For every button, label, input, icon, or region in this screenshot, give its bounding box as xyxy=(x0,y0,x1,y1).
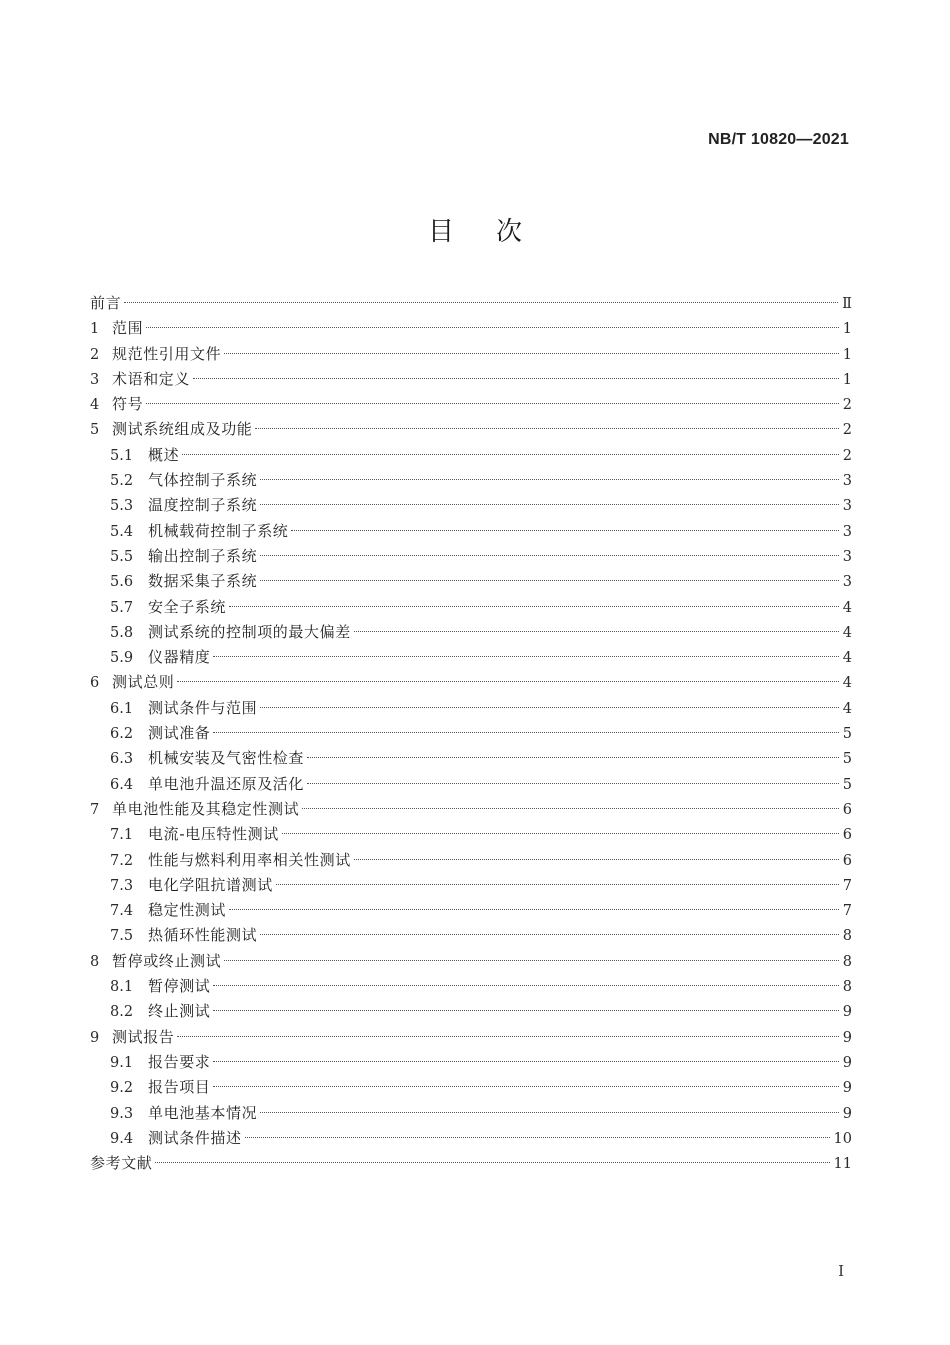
toc-entry[interactable] xyxy=(90,493,852,518)
toc-entry[interactable] xyxy=(90,645,852,670)
toc-entry-label: 测试准备 xyxy=(148,724,211,743)
toc-entry[interactable] xyxy=(90,367,852,392)
dot-leader xyxy=(282,833,839,834)
toc-entry[interactable] xyxy=(90,822,852,847)
toc-entry[interactable] xyxy=(90,620,852,645)
toc-entry-page: 1 xyxy=(842,371,852,388)
toc-entry-number: 5.1 xyxy=(110,447,134,464)
toc-entry-number: 5 xyxy=(90,422,100,439)
dot-leader xyxy=(354,631,839,632)
toc-entry-page: 9 xyxy=(842,1054,852,1071)
toc-entry[interactable] xyxy=(90,1050,852,1075)
toc-entry[interactable] xyxy=(90,443,852,468)
page-number: I xyxy=(838,1262,844,1280)
toc-entry-label: 仪器精度 xyxy=(148,648,211,667)
toc-entry-label: 电流-电压特性测试 xyxy=(148,825,279,844)
toc-entry-number: 8.1 xyxy=(110,979,134,996)
toc-entry-page: 1 xyxy=(842,346,852,363)
toc-entry-label: 规范性引用文件 xyxy=(112,344,222,363)
toc-entry[interactable] xyxy=(90,417,852,442)
toc-entry-page: 3 xyxy=(842,498,852,515)
toc-entry-label: 测试报告 xyxy=(112,1027,175,1046)
toc-entry-page: 4 xyxy=(842,675,852,692)
toc-entry-page: 9 xyxy=(842,1029,852,1046)
toc-entry-number: 7.2 xyxy=(110,852,134,869)
toc-entry-number: 6.1 xyxy=(110,700,134,717)
toc-entry-number: 9.1 xyxy=(110,1054,134,1071)
toc-entry-label: 测试系统的控制项的最大偏差 xyxy=(148,622,351,641)
dot-leader xyxy=(260,504,839,505)
toc-entry[interactable] xyxy=(90,544,852,569)
toc-entry-page: 8 xyxy=(842,928,852,945)
toc-entry-number: 9.3 xyxy=(110,1105,134,1122)
toc-entry-number: 6.3 xyxy=(110,751,134,768)
dot-leader xyxy=(245,1137,830,1138)
toc-entry-page: 3 xyxy=(842,523,852,540)
toc-entry[interactable] xyxy=(90,1025,852,1050)
toc-entry[interactable] xyxy=(90,1075,852,1100)
toc-entry-label: 符号 xyxy=(112,395,144,414)
dot-leader xyxy=(260,555,839,556)
toc-entry-number: 9 xyxy=(90,1029,100,1046)
toc-entry-number: 7.4 xyxy=(110,903,134,920)
toc-entry-label: 单电池基本情况 xyxy=(148,1103,258,1122)
toc-entry-number: 9.4 xyxy=(110,1130,134,1147)
dot-leader xyxy=(291,530,838,531)
toc-entry-label: 测试条件与范围 xyxy=(148,698,258,717)
toc-entry-number: 8.2 xyxy=(110,1004,134,1021)
toc-entry-page: 2 xyxy=(842,422,852,439)
toc-entry[interactable] xyxy=(90,291,852,316)
dot-leader xyxy=(260,707,839,708)
toc-entry-label: 报告要求 xyxy=(148,1052,211,1071)
toc-entry-number: 5.3 xyxy=(110,498,134,515)
dot-leader xyxy=(213,1086,838,1087)
toc-entry-label: 性能与燃料利用率相关性测试 xyxy=(148,850,351,869)
toc-entry-label: 热循环性能测试 xyxy=(148,926,258,945)
toc-entry-label: 暂停或终止测试 xyxy=(112,951,222,970)
toc-entry[interactable] xyxy=(90,999,852,1024)
toc-entry-label: 安全子系统 xyxy=(148,597,227,616)
dot-leader xyxy=(229,909,839,910)
toc-entry-label: 术语和定义 xyxy=(112,369,191,388)
toc-entry[interactable] xyxy=(90,316,852,341)
toc-entry[interactable] xyxy=(90,392,852,417)
dot-leader xyxy=(213,1010,838,1011)
toc-entry[interactable] xyxy=(90,569,852,594)
toc-entry-page: 3 xyxy=(842,473,852,490)
toc-entry[interactable] xyxy=(90,342,852,367)
toc-entry-page: 1 xyxy=(842,321,852,338)
toc-entry-page: 3 xyxy=(842,574,852,591)
toc-entry-page: 10 xyxy=(833,1130,852,1147)
toc-entry-number: 6.4 xyxy=(110,776,134,793)
toc-title: 目次 xyxy=(427,217,564,247)
toc-entry[interactable] xyxy=(90,721,852,746)
toc-entry-number: 1 xyxy=(90,321,100,338)
toc-entry-number: 7.3 xyxy=(110,877,134,894)
toc-entry-label: 终止测试 xyxy=(148,1002,211,1021)
dot-leader xyxy=(276,884,839,885)
toc-entry-label: 测试条件描述 xyxy=(148,1128,242,1147)
toc-entry-label: 测试总则 xyxy=(112,673,175,692)
toc-entry-number: 4 xyxy=(90,397,100,414)
toc-entry-label: 报告项目 xyxy=(148,1078,211,1097)
toc-entry-number: 5.4 xyxy=(110,523,134,540)
toc-entry-number: 5.6 xyxy=(110,574,134,591)
toc-entry-page: 7 xyxy=(842,903,852,920)
toc-entry-page: 6 xyxy=(842,852,852,869)
dot-leader xyxy=(213,1061,838,1062)
toc-entry-number: 5.5 xyxy=(110,548,134,565)
toc-entry-page: 6 xyxy=(842,801,852,818)
dot-leader xyxy=(213,985,838,986)
toc-entry-label: 测试系统组成及功能 xyxy=(112,420,253,439)
toc-entry-number: 6 xyxy=(90,675,100,692)
toc-entry[interactable] xyxy=(90,923,852,948)
dot-leader xyxy=(213,732,838,733)
toc-entry[interactable] xyxy=(90,1101,852,1126)
dot-leader xyxy=(307,757,839,758)
toc-entry-page: 11 xyxy=(833,1156,852,1173)
toc-entry-page: 4 xyxy=(842,650,852,667)
toc-entry-number: 7 xyxy=(90,801,100,818)
toc-entry[interactable] xyxy=(90,873,852,898)
dot-leader xyxy=(182,454,839,455)
toc-entry-label: 单电池性能及其稳定性测试 xyxy=(112,799,300,818)
toc-entry-page: 5 xyxy=(842,726,852,743)
toc-entry-number: 9.2 xyxy=(110,1080,134,1097)
toc-entry[interactable] xyxy=(90,746,852,771)
dot-leader xyxy=(307,783,839,784)
dot-leader xyxy=(146,403,839,404)
toc-entry-label: 输出控制子系统 xyxy=(148,546,258,565)
toc-entry-page: 2 xyxy=(842,397,852,414)
toc-entry-number: 5.9 xyxy=(110,650,134,667)
toc-entry-label: 电化学阻抗谱测试 xyxy=(148,875,273,894)
dot-leader xyxy=(193,378,839,379)
toc-entry-label: 范围 xyxy=(112,319,144,338)
toc-entry-page: 3 xyxy=(842,548,852,565)
toc-entry-page: 8 xyxy=(842,979,852,996)
dot-leader xyxy=(177,1036,838,1037)
toc-entry[interactable] xyxy=(90,797,852,822)
dot-leader xyxy=(229,606,839,607)
toc-entry-page: 5 xyxy=(842,751,852,768)
toc-entry-page: 9 xyxy=(842,1004,852,1021)
toc-entry-page: 8 xyxy=(842,953,852,970)
toc-entry[interactable] xyxy=(90,468,852,493)
dot-leader xyxy=(124,302,838,303)
dot-leader xyxy=(255,428,838,429)
toc-entry-page: 4 xyxy=(842,599,852,616)
toc-entry[interactable] xyxy=(90,1151,852,1176)
dot-leader xyxy=(155,1162,829,1163)
dot-leader xyxy=(224,960,839,961)
toc-entry-number: 5.2 xyxy=(110,473,134,490)
toc-entry-label: 机械载荷控制子系统 xyxy=(148,521,289,540)
toc-entry[interactable] xyxy=(90,848,852,873)
toc-entry-label: 概述 xyxy=(148,445,180,464)
toc-entry-label: 稳定性测试 xyxy=(148,901,227,920)
dot-leader xyxy=(302,808,839,809)
dot-leader xyxy=(213,656,838,657)
toc-entry-number: 3 xyxy=(90,371,100,388)
dot-leader xyxy=(260,1112,839,1113)
toc-entry[interactable] xyxy=(90,1126,852,1151)
dot-leader xyxy=(354,859,839,860)
toc-entry-label: 数据采集子系统 xyxy=(148,572,258,591)
toc-entry[interactable] xyxy=(90,974,852,999)
toc-entry-label: 单电池升温还原及活化 xyxy=(148,774,305,793)
toc-entry-number: 5.8 xyxy=(110,624,134,641)
toc-entry-label: 机械安装及气密性检查 xyxy=(148,749,305,768)
dot-leader xyxy=(146,327,839,328)
toc-entry-page: Ⅱ xyxy=(842,296,852,312)
toc-entry-label: 暂停测试 xyxy=(148,977,211,996)
toc-entry[interactable] xyxy=(90,670,852,695)
toc-entry-number: 7.5 xyxy=(110,928,134,945)
toc-entry-page: 4 xyxy=(842,624,852,641)
toc-entry[interactable] xyxy=(90,595,852,620)
toc-entry-number: 5.7 xyxy=(110,599,134,616)
dot-leader xyxy=(260,479,839,480)
toc-entry-label: 前言 xyxy=(90,294,122,312)
toc-entry[interactable] xyxy=(90,696,852,721)
document-code: NB/T 10820—2021 xyxy=(708,131,849,148)
toc-entry-page: 4 xyxy=(842,700,852,717)
toc-entry-label: 温度控制子系统 xyxy=(148,496,258,515)
toc-entry-number: 8 xyxy=(90,953,100,970)
dot-leader xyxy=(260,934,839,935)
toc-entry[interactable] xyxy=(90,898,852,923)
dot-leader xyxy=(224,353,839,354)
dot-leader xyxy=(177,681,838,682)
toc-entry-page: 9 xyxy=(842,1105,852,1122)
toc-entry-page: 2 xyxy=(842,447,852,464)
toc-entry[interactable] xyxy=(90,949,852,974)
toc-entry-page: 5 xyxy=(842,776,852,793)
toc-entry-page: 6 xyxy=(842,827,852,844)
toc-entry-number: 6.2 xyxy=(110,726,134,743)
toc-entry-label: 参考文献 xyxy=(90,1154,153,1173)
toc-entry-label: 气体控制子系统 xyxy=(148,471,258,490)
toc-entry-page: 7 xyxy=(842,877,852,894)
toc-entry-page: 9 xyxy=(842,1080,852,1097)
toc-entry[interactable] xyxy=(90,519,852,544)
toc-entry-number: 7.1 xyxy=(110,827,134,844)
toc-entry[interactable] xyxy=(90,772,852,797)
dot-leader xyxy=(260,580,839,581)
toc-entry-number: 2 xyxy=(90,346,100,363)
table-of-contents xyxy=(90,291,852,1176)
